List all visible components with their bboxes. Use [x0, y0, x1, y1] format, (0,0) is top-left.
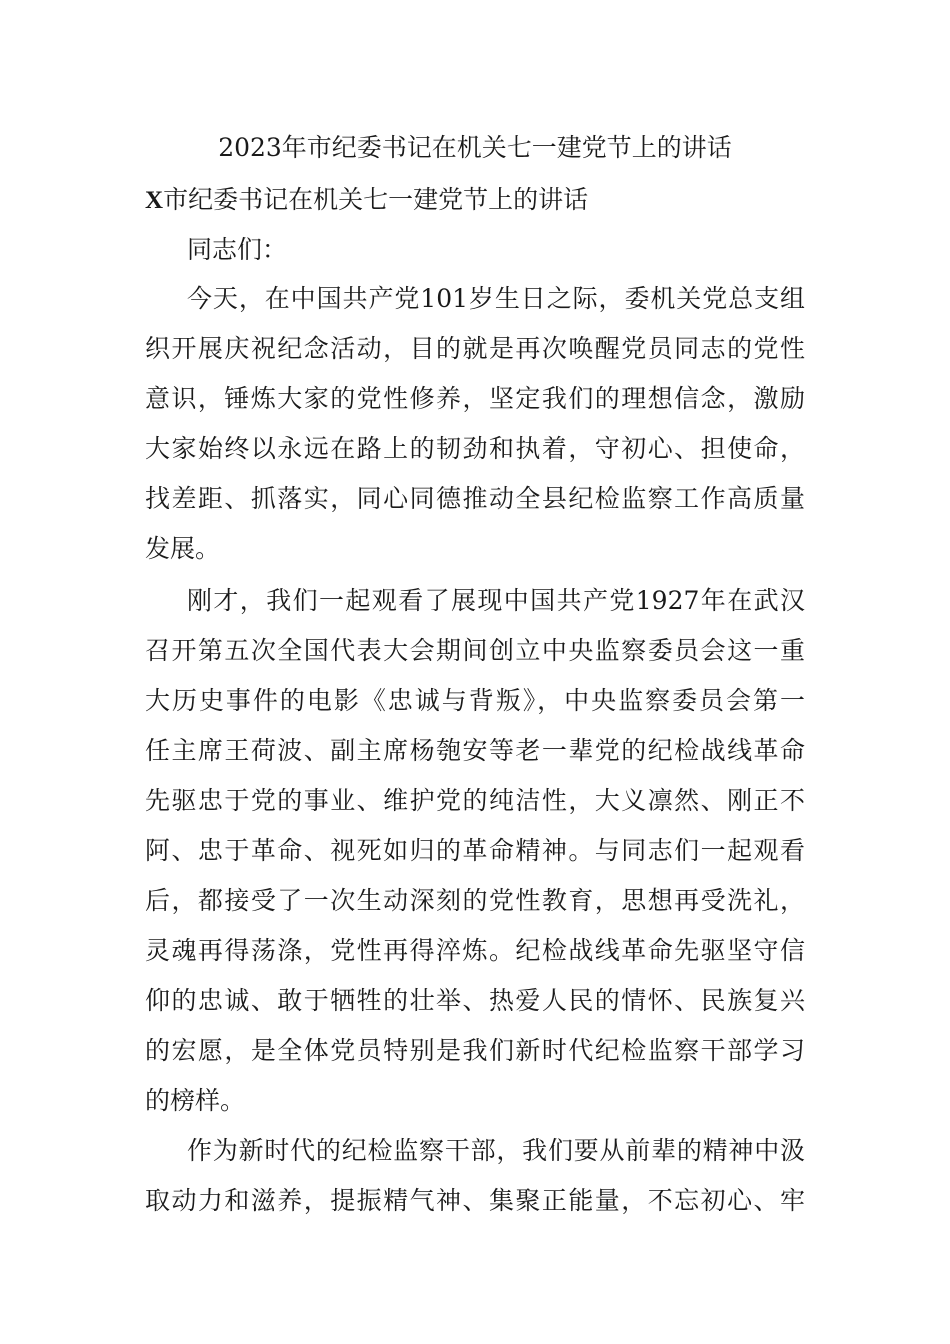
paragraph-line: 大家始终以永远在路上的韧劲和执着，守初心、担使命，	[145, 434, 805, 463]
paragraph-line: 作为新时代的纪检监察干部，我们要从前辈的精神中汲	[187, 1136, 805, 1165]
document-subtitle	[145, 180, 588, 221]
paragraph-line: 意识，锤炼大家的党性修养，坚定我们的理想信念，激励	[145, 384, 805, 413]
paragraph-2	[145, 576, 805, 1126]
paragraph-line: 取动力和滋养，提振精气神、集聚正能量，不忘初心、牢	[145, 1186, 805, 1215]
paragraph-line: 大历史事件的电影《忠诚与背叛》，中央监察委员会第一	[145, 686, 805, 715]
paragraph-line: 召开第五次全国代表大会期间创立中央监察委员会这一重	[145, 636, 805, 665]
paragraph-line: 今天，在中国共产党101岁生日之际，委机关党总支组	[187, 284, 805, 313]
paragraph-line: 任主席王荷波、副主席杨匏安等老一辈党的纪检战线革命	[145, 736, 805, 765]
paragraph-line: 织开展庆祝纪念活动，目的就是再次唤醒党员同志的党性	[145, 334, 805, 363]
paragraph-line: 的榜样。	[145, 1086, 246, 1115]
subtitle-prefix: X	[145, 187, 164, 214]
document-title: 2023年市纪委书记在机关七一建党节上的讲话	[218, 133, 732, 162]
paragraph-line: 阿、忠于革命、视死如归的革命精神。与同志们一起观看	[145, 836, 805, 865]
subtitle-text: 市纪委书记在机关七一建党节上的讲话	[163, 185, 589, 214]
paragraph-line: 的宏愿，是全体党员特别是我们新时代纪检监察干部学习	[145, 1036, 805, 1065]
paragraph-line: 找差距、抓落实，同心同德推动全县纪检监察工作高质量	[145, 484, 805, 513]
paragraph-line: 先驱忠于党的事业、维护党的纯洁性，大义凛然、刚正不	[145, 786, 805, 815]
paragraph-line: 仰的忠诚、敢于牺牲的壮举、热爱人民的情怀、民族复兴	[145, 986, 805, 1015]
paragraph-1	[145, 274, 805, 574]
paragraph-line: 刚才，我们一起观看了展现中国共产党1927年在武汉	[187, 586, 805, 615]
paragraph-line: 后，都接受了一次生动深刻的党性教育，思想再受洗礼，	[145, 886, 805, 915]
salutation: 同志们：	[187, 235, 288, 264]
paragraph-3	[145, 1126, 805, 1226]
paragraph-line: 灵魂再得荡涤，党性再得淬炼。纪检战线革命先驱坚守信	[145, 936, 805, 965]
paragraph-line: 发展。	[145, 534, 221, 563]
